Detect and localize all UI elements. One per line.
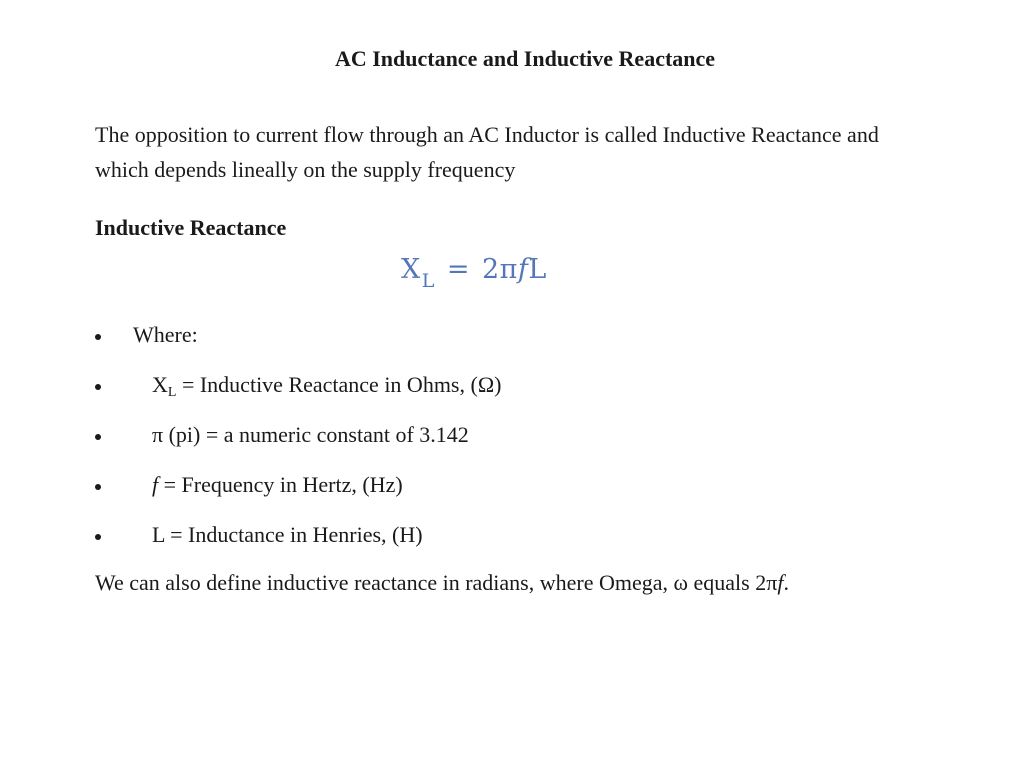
list-item <box>95 318 935 368</box>
list-item-text: Where: <box>133 322 198 347</box>
list-item-text: L = Inductance in Henries, (H) <box>152 522 423 547</box>
definition-list <box>95 318 935 568</box>
definition-text: = Frequency in Hertz, (Hz) <box>158 472 403 497</box>
list-item-text <box>152 468 403 502</box>
list-item <box>95 468 935 518</box>
closing-period: . <box>783 570 789 595</box>
page-title: AC Inductance and Inductive Reactance <box>334 46 716 71</box>
list-item <box>95 518 935 568</box>
symbol-subscript: L <box>167 385 177 400</box>
closing-text: We can also define inductive reactance in radians, where Omega, ω equals 2π <box>95 570 778 595</box>
formula-equals: = <box>446 254 470 285</box>
list-item <box>95 368 935 418</box>
closing-frequency-symbol: f <box>777 570 784 595</box>
bullet-icon <box>95 434 101 440</box>
reactance-formula <box>401 254 547 292</box>
formula-lhs: X <box>401 254 421 285</box>
list-item <box>95 418 935 468</box>
bullet-icon <box>95 334 101 340</box>
formula-rhs-prefix: 2π <box>481 254 518 285</box>
list-item-text <box>152 368 502 402</box>
formula-rhs-suffix: L <box>528 254 547 285</box>
bullet-icon <box>95 384 101 390</box>
bullet-icon <box>95 534 101 540</box>
section-heading: Inductive Reactance <box>95 215 287 240</box>
formula-rhs-frequency: f <box>517 254 529 285</box>
list-item-text: π (pi) = a numeric constant of 3.142 <box>152 422 469 447</box>
symbol-f: f <box>152 472 159 497</box>
closing-paragraph <box>95 566 789 600</box>
bullet-icon <box>95 484 101 490</box>
symbol-x: X <box>152 372 168 397</box>
intro-paragraph: The opposition to current flow through an AC Inductor is called Inductive Reactance and which depends lineally on the supply frequency <box>95 122 879 182</box>
definition-text: = Inductive Reactance in Ohms, (Ω) <box>176 372 502 397</box>
formula-lhs-subscript: L <box>421 270 435 292</box>
